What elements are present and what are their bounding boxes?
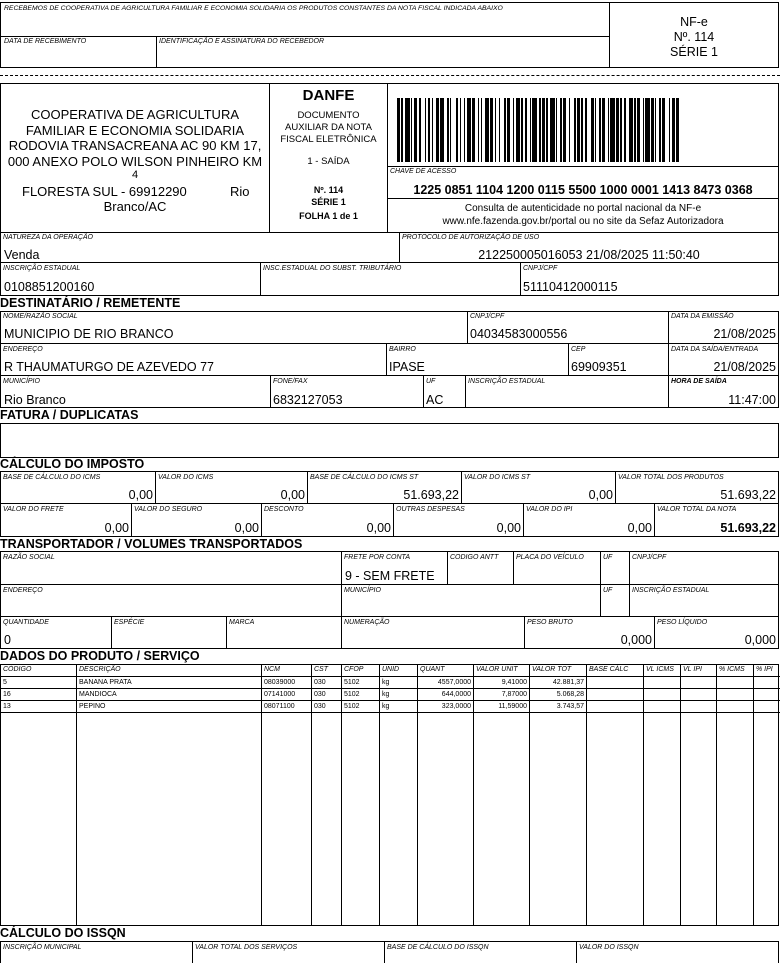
products-header-cell: CST: [312, 664, 342, 676]
column-divider: [473, 664, 474, 926]
carrier-section-title: TRANSPORTADOR / VOLUMES TRANSPORTADOS: [0, 537, 303, 551]
table-cell: 5.068,28: [530, 688, 587, 700]
recipient-district-value: IPASE: [389, 360, 425, 374]
column-divider: [586, 664, 587, 926]
issqn-base-label: BASE DE CÁLCULO DO ISSQN: [387, 944, 489, 951]
recipient-district-label: BAIRRO: [389, 346, 416, 353]
icms-value-value: 0,00: [280, 488, 305, 502]
freight-mode-value: 9 - SEM FRETE: [345, 569, 435, 583]
recipient-zip-value: 69909351: [571, 360, 627, 374]
st-registration-label: INSC.ESTADUAL DO SUBST. TRIBUTÁRIO: [263, 265, 402, 272]
quantity-label: QUANTIDADE: [3, 619, 49, 626]
net-weight-label: PESO LÍQUIDO: [657, 619, 708, 626]
danfe-page: FOLHA 1 de 1: [299, 211, 358, 221]
receipt-signature-label: IDENTIFICAÇÃO E ASSINATURA DO RECEBEDOR: [159, 38, 325, 45]
ipi-value: 0,00: [627, 521, 652, 535]
danfe-sub-1: DOCUMENTO: [297, 110, 360, 121]
table-cell: 030: [312, 688, 342, 700]
other-expenses-label: OUTRAS DESPESAS: [396, 506, 465, 513]
column-divider: [643, 664, 644, 926]
table-cell: 030: [312, 700, 342, 712]
table-cell: 08039000: [262, 676, 312, 688]
danfe-title: DANFE: [302, 87, 355, 104]
carrier-city-label: MUNICÍPIO: [344, 587, 381, 594]
table-cell: 030: [312, 676, 342, 688]
column-divider: [311, 664, 312, 926]
column-divider: [76, 664, 77, 926]
recipient-name-value: MUNICIPIO DE RIO BRANCO: [4, 327, 174, 341]
danfe-subtitle: [269, 110, 388, 146]
authenticity-info: [387, 202, 779, 228]
gross-weight-value: 0,000: [620, 633, 652, 647]
products-header-cell: QUANT: [418, 664, 474, 676]
table-cell: kg: [380, 700, 418, 712]
danfe-numbers: [269, 184, 388, 222]
issuer-cnpj-label: CNPJ/CPF: [523, 265, 558, 272]
recipient-uf-value: AC: [426, 393, 444, 407]
carrier-name-label: RAZÃO SOCIAL: [3, 554, 55, 561]
recipient-section-title: DESTINATÁRIO / REMETENTE: [0, 296, 181, 310]
issuer-city-part1: Rio: [230, 184, 250, 199]
discount-value: 0,00: [366, 521, 391, 535]
carrier-address-cell: [0, 584, 342, 617]
gross-weight-label: PESO BRUTO: [527, 619, 573, 626]
recipient-cnpj-value: 04034583000556: [470, 327, 568, 341]
state-registration-label: INSCRIÇÃO ESTADUAL: [3, 265, 81, 272]
tax-section-title: CÁLCULO DO IMPOSTO: [0, 457, 145, 471]
products-total-label: VALOR TOTAL DOS PRODUTOS: [618, 474, 724, 481]
icms-base-value: 0,00: [128, 488, 153, 502]
products-header-cell: VALOR UNIT: [474, 664, 530, 676]
column-divider: [680, 664, 681, 926]
exit-time-value: 11:47:00: [728, 393, 776, 407]
column-divider: [529, 664, 530, 926]
insurance-label: VALOR DO SEGURO: [134, 506, 203, 513]
column-divider: [753, 664, 754, 926]
numbering-label: NUMERAÇÃO: [344, 619, 390, 626]
table-cell: MANDIOCA: [77, 688, 262, 700]
recipient-city-label: MUNICÍPIO: [3, 378, 40, 385]
column-divider: [341, 664, 342, 926]
freight-label: VALOR DO FRETE: [3, 506, 64, 513]
invoice-section-title: FATURA / DUPLICATAS: [0, 408, 139, 422]
species-label: ESPÉCIE: [114, 619, 145, 626]
brand-label: MARCA: [229, 619, 255, 626]
icms-base-label: BASE DE CÁLCULO DO ICMS: [3, 474, 101, 481]
receipt-nfe-series: SÉRIE 1: [670, 45, 718, 59]
services-total-label: VALOR TOTAL DOS SERVIÇOS: [195, 944, 298, 951]
authenticity-line-2: www.nfe.fazenda.gov.br/portal ou no site da Sefaz Autorizadora: [442, 216, 724, 227]
issqn-value-label: VALOR DO ISSQN: [579, 944, 639, 951]
recipient-ie-label: INSCRIÇÃO ESTADUAL: [468, 378, 546, 385]
table-cell: 4557,0000: [418, 676, 474, 688]
table-cell: 5102: [342, 688, 380, 700]
recipient-uf-label: UF: [426, 378, 436, 385]
authenticity-line-1: Consulta de autenticidade no portal nacional da NF-e: [464, 203, 702, 214]
quantity-value: 0: [4, 633, 11, 647]
table-cell: kg: [380, 676, 418, 688]
recipient-cnpj-label: CNPJ/CPF: [470, 313, 505, 320]
issuer-city-part2: Branco/AC: [103, 199, 167, 214]
invoice-area: [0, 423, 779, 458]
icms-st-base-label: BASE DE CÁLCULO DO ICMS ST: [310, 474, 419, 481]
issuer-address-3: 4: [131, 169, 139, 181]
receipt-nfe-title: NF-e: [680, 15, 708, 29]
table-cell: 08071100: [262, 700, 312, 712]
operation-nature-value: Venda: [4, 248, 40, 262]
insurance-value: 0,00: [234, 521, 259, 535]
issuer-block: [0, 107, 270, 182]
table-cell: 5102: [342, 676, 380, 688]
protocol-label: PROTOCOLO DE AUTORIZAÇÃO DE USO: [402, 234, 540, 241]
exit-date-label: DATA DA SAÍDA/ENTRADA: [671, 346, 759, 353]
issuer-district: FLORESTA SUL - 69912290: [22, 184, 187, 199]
products-header-cell: CFOP: [342, 664, 380, 676]
recipient-name-label: NOME/RAZÃO SOCIAL: [3, 313, 78, 320]
danfe-sub-3: FISCAL ELETRÔNICA: [280, 134, 377, 145]
plate-label: PLACA DO VEÍCULO: [516, 554, 584, 561]
products-section-title: DADOS DO PRODUTO / SERVIÇO: [0, 649, 200, 663]
danfe-series: SÉRIE 1: [311, 197, 346, 207]
table-cell: kg: [380, 688, 418, 700]
table-cell: 42.881,37: [530, 676, 587, 688]
icms-st-value-label: VALOR DO ICMS ST: [464, 474, 531, 481]
recipient-city-value: Rio Branco: [4, 393, 66, 407]
products-header-cell: VL IPI: [681, 664, 717, 676]
issuer-name-1: COOPERATIVA DE AGRICULTURA: [30, 107, 240, 122]
issuer-cnpj-value: 51110412000115: [523, 280, 618, 294]
ipi-label: VALOR DO IPI: [526, 506, 573, 513]
access-key-value: 1225 0851 1104 1200 0115 5500 1000 0001 1413 8473 0368: [413, 183, 753, 197]
recipient-address-value: R THAUMATURGO DE AZEVEDO 77: [4, 360, 214, 374]
table-cell: 07141000: [262, 688, 312, 700]
table-cell: 13: [1, 700, 77, 712]
products-header-cell: % ICMS: [717, 664, 754, 676]
column-divider: [261, 664, 262, 926]
danfe-sub-2: AUXILIAR DA NOTA: [285, 122, 372, 133]
danfe-number: Nº. 114: [313, 185, 344, 195]
table-cell: 5102: [342, 700, 380, 712]
recipient-address-label: ENDEREÇO: [3, 346, 43, 353]
products-header-cell: VL ICMS: [644, 664, 681, 676]
cut-line: [0, 75, 780, 76]
issuer-name-2: FAMILIAR E ECONOMIA SOLIDARIA: [25, 122, 245, 138]
table-cell: 323,0000: [418, 700, 474, 712]
net-weight-value: 0,000: [744, 633, 776, 647]
products-total-value: 51.693,22: [720, 488, 776, 502]
receipt-nfe-number: Nº. 114: [673, 30, 715, 44]
issuer-address-1: RODOVIA TRANSACREANA AC 90 KM 17,: [8, 138, 262, 153]
receipt-date-label: DATA DE RECEBIMENTO: [4, 38, 87, 45]
invoice-total-label: VALOR TOTAL DA NOTA: [657, 506, 737, 513]
table-cell: 5: [1, 676, 77, 688]
products-header-cell: NCM: [262, 664, 312, 676]
barcode: [397, 98, 770, 162]
invoice-total-value: 51.693,22: [720, 521, 776, 535]
operation-nature-label: NATUREZA DA OPERAÇÃO: [3, 234, 93, 241]
table-cell: 9,41000: [474, 676, 530, 688]
freight-mode-label: FRETE POR CONTA: [344, 554, 410, 561]
exit-time-label: HORA DE SAÍDA: [671, 378, 727, 385]
exit-date-value: 21/08/2025: [713, 360, 776, 374]
state-registration-value: 0108851200160: [4, 280, 95, 294]
products-column-lines: [0, 664, 779, 926]
issue-date-label: DATA DA EMISSÃO: [671, 313, 734, 320]
table-cell: PEPINO: [77, 700, 262, 712]
products-header-cell: BASE CÁLC: [587, 664, 644, 676]
icms-value-label: VALOR DO ICMS: [158, 474, 214, 481]
products-header-cell: DESCRIÇÃO: [77, 664, 262, 676]
products-header-cell: VALOR TOT: [530, 664, 587, 676]
carrier-uf2-label: UF: [603, 587, 613, 594]
products-header-cell: UNID: [380, 664, 418, 676]
table-cell: BANANA PRATA: [77, 676, 262, 688]
column-divider: [379, 664, 380, 926]
carrier-cnpj-label: CNPJ/CPF: [632, 554, 667, 561]
issue-date-value: 21/08/2025: [713, 327, 776, 341]
protocol-value: 212250005016053 21/08/2025 11:50:40: [478, 248, 700, 262]
issqn-section-title: CÁLCULO DO ISSQN: [0, 926, 126, 940]
municipal-registration-label: INSCRIÇÃO MUNICIPAL: [3, 944, 82, 951]
icms-st-base-value: 51.693,22: [403, 488, 459, 502]
table-cell: 3.743,57: [530, 700, 587, 712]
carrier-ie-label: INSCRIÇÃO ESTADUAL: [632, 587, 710, 594]
products-header-cell: CÓDIGO: [1, 664, 77, 676]
icms-st-value-value: 0,00: [588, 488, 613, 502]
antt-label: CODIGO ANTT: [450, 554, 499, 561]
receipt-statement: RECEBEMOS DE COOPERATIVA DE AGRICULTURA FAMILIAR E ECONOMIA SOLIDARIA OS PRODUTOS CONSTANTES DA NOTA FISCAL INDICADA ABAIXO: [4, 5, 503, 12]
issuer-address-2: 000 ANEXO POLO WILSON PINHEIRO KM: [7, 153, 263, 169]
freight-value: 0,00: [104, 521, 129, 535]
recipient-phone-label: FONE/FAX: [273, 378, 308, 385]
carrier-uf-label: UF: [603, 554, 613, 561]
table-cell: 11,59000: [474, 700, 530, 712]
recipient-zip-label: CEP: [571, 346, 586, 353]
table-cell: 644,0000: [418, 688, 474, 700]
table-cell: 16: [1, 688, 77, 700]
access-key-label: CHAVE DE ACESSO: [390, 168, 457, 175]
products-header-cell: % IPI: [754, 664, 780, 676]
column-divider: [417, 664, 418, 926]
recipient-phone-value: 6832127053: [273, 393, 343, 407]
danfe-type: 1 - SAÍDA: [307, 156, 350, 167]
other-expenses-value: 0,00: [496, 521, 521, 535]
column-divider: [716, 664, 717, 926]
discount-label: DESCONTO: [264, 506, 304, 513]
table-cell: 7,87000: [474, 688, 530, 700]
carrier-address-label: ENDEREÇO: [3, 587, 43, 594]
